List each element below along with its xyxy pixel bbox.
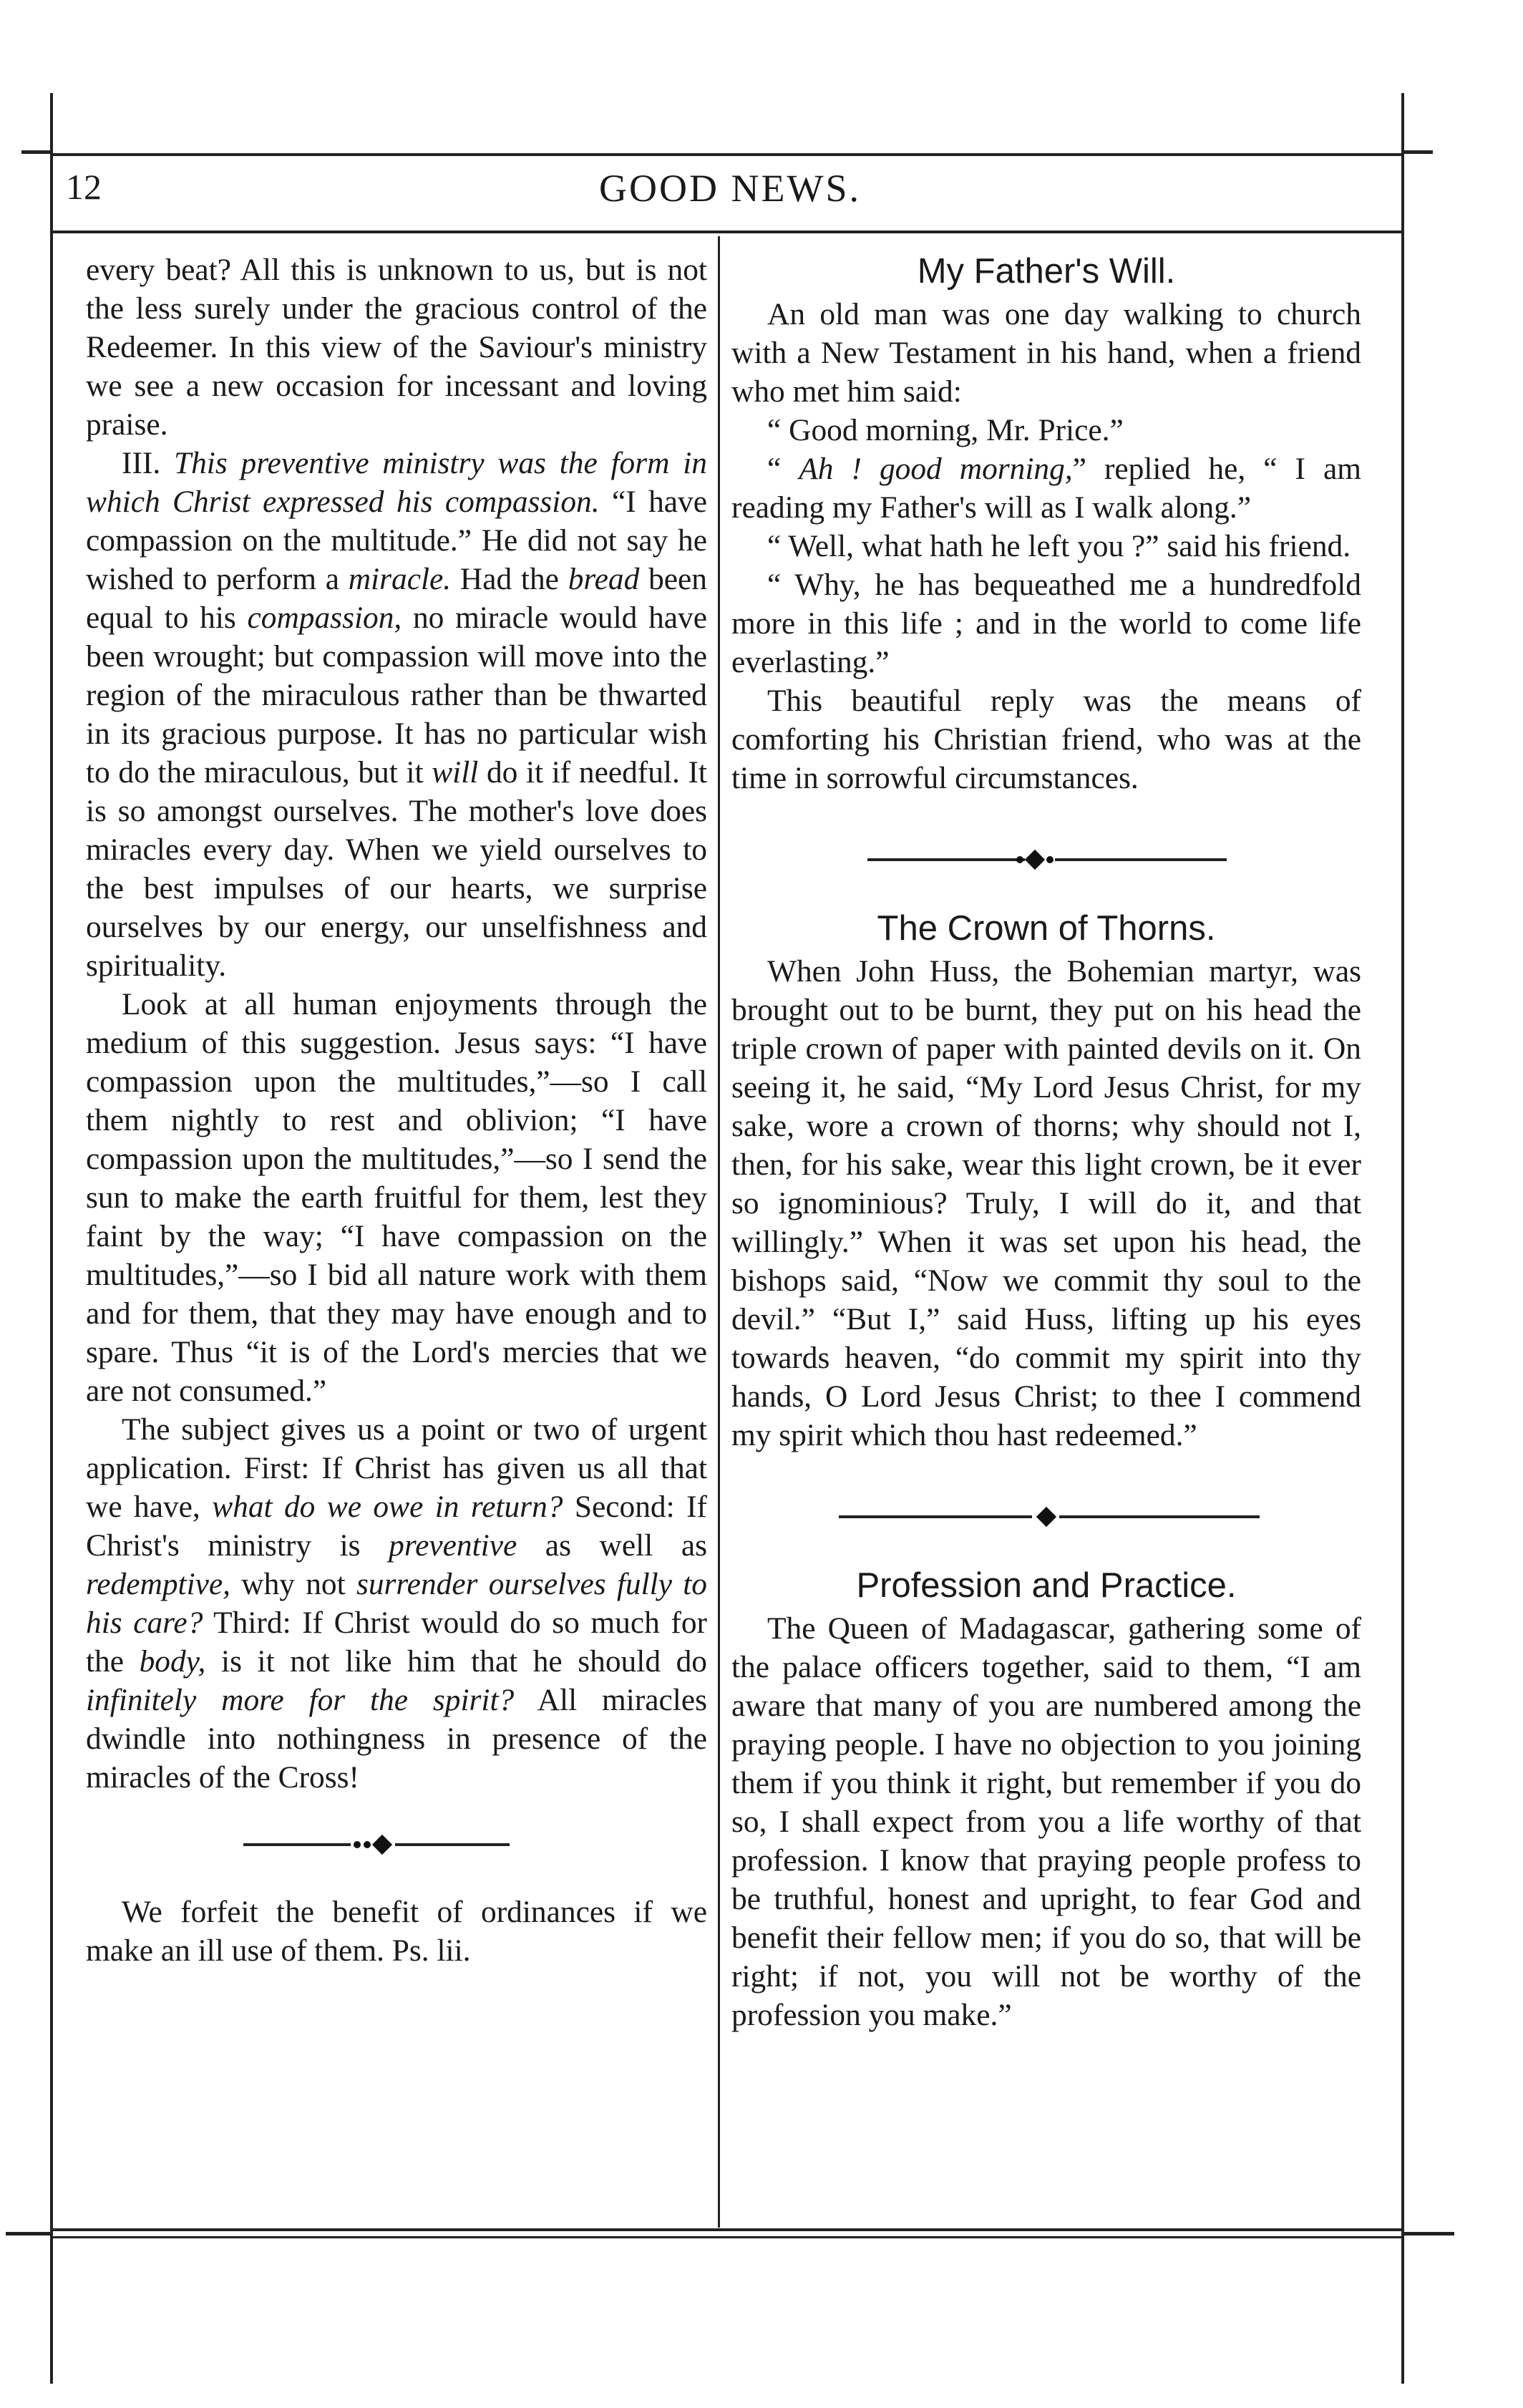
text-run: All miracles dwindle into nothingness in presence of the miracles of the Cross! — [86, 1683, 707, 1795]
right-margin-rule — [1401, 93, 1404, 2384]
text-run: “I have compassion on the multitude.” He did not say he wished to perform a — [86, 485, 707, 596]
text-run: Had the — [451, 562, 568, 596]
right-margin-tick — [1404, 150, 1433, 154]
ornament-divider — [731, 1497, 1361, 1536]
italic-text: compassion, — [247, 601, 402, 635]
left-margin-rule — [50, 93, 53, 2384]
text-run: been equal to his — [86, 562, 707, 635]
heading-crown-of-thorns: The Crown of Thorns. — [877, 909, 1216, 948]
ornament-divider — [731, 840, 1361, 879]
header-rule — [53, 230, 1401, 233]
text-run: as well as — [517, 1528, 707, 1563]
text-run: do it if needful. It is so amongst ourselves. The mother's love does miracles every day. When we yield ourselves to the best impulses of our hearts, we surprise ourselves by our energy, our unselfishness and spirituality. — [86, 755, 707, 983]
bottom-rule-2 — [53, 2236, 1401, 2238]
right-column — [731, 251, 1361, 2034]
column-divider — [718, 236, 720, 2228]
italic-text: Ah ! good morning, — [799, 452, 1073, 486]
text-run: Third: If Christ would do so much for the — [86, 1606, 707, 1679]
paragraph-application — [86, 1410, 707, 1797]
italic-text: preventive — [389, 1528, 517, 1563]
paragraph: “ Good morning, Mr. Price.” — [767, 413, 1124, 447]
heading-fathers-will: My Father's Will. — [917, 252, 1176, 291]
text-run: is it not like him that he should do — [205, 1644, 707, 1679]
paragraph-human-enjoyments: Look at all human enjoyments through the medium of this suggestion. Jesus says: “I have compassion upon the multitudes,”—so I call them nightly to rest and oblivion; “I have compassion upon the multitudes,”—so I send the sun to make the earth fruitful for them, lest they faint by the way; “I have compassion on the multitudes,”—so I bid all nature work with them and for them, that they may have enough and to spare. Thus “it is of the Lord's mercies that we are not consumed.” — [86, 987, 707, 1408]
text-run: III. — [122, 446, 174, 480]
closing-verse: We forfeit the benefit of ordinances if we make an ill use of them. Ps. lii. — [86, 1895, 707, 1968]
italic-text: miracle. — [348, 562, 452, 596]
paragraph: When John Huss, the Bohemian martyr, was brought out to be burnt, they put on his head the triple crown of paper with painted devils on it. On seeing it, he said, “My Lord Jesus Christ, for my sake, wore a crown of thorns; why should not I, then, for his sake, wear this light crown, be it ever so ignominious? Truly, I will do it, and that willingly.” When it was set upon his head, the bishops said, “Now we commit thy soul to the devil.” “But I,” said Huss, lifting up his eyes towards heaven, “do commit my spirit into thy hands, O Lord Jesus Christ; to thee I commend my spirit which thou hast redeemed.” — [731, 954, 1361, 1452]
text-run: why not — [230, 1567, 356, 1601]
italic-text: bread — [568, 562, 640, 596]
running-title: GOOD NEWS. — [599, 167, 861, 210]
top-rule — [53, 153, 1401, 156]
page-number: 12 — [66, 167, 102, 207]
text-run: no miracle would have been wrought; but compassion will move into the region of the miraculous rather than be thwarted in its gracious purpose. It has no particular wish to do the miraculous, but it — [86, 601, 707, 790]
italic-text: This preventive ministry was the form in which Christ expressed his compassion. — [86, 446, 707, 519]
italic-text: body, — [139, 1644, 206, 1679]
paragraph-preventive-ministry — [86, 444, 707, 985]
heading-profession-and-practice: Profession and Practice. — [856, 1566, 1237, 1605]
italic-text: surrender ourselves fully to his care? — [86, 1567, 707, 1640]
paragraph: “ Well, what hath he left you ?” said his friend. — [767, 529, 1351, 563]
bottom-rule-1 — [53, 2228, 1401, 2231]
italic-text: infinitely more for the spirit? — [86, 1683, 515, 1717]
italic-text: redemptive, — [86, 1567, 230, 1601]
paragraph: “ Why, he has bequeathed me a hundredfold more in this life ; and in the world to come life everlasting.” — [731, 568, 1361, 679]
text-run: ” replied he, “ I am reading my Father's will as I walk along.” — [731, 452, 1361, 525]
paragraph-continuation: every beat? All this is unknown to us, but is not the less surely under the gracious control of the Redeemer. In this view of the Saviour's ministry we see a new occasion for incessant and loving praise. — [86, 253, 707, 442]
paragraph: This beautiful reply was the means of comforting his Christian friend, who was at the time in sorrowful circumstances. — [731, 684, 1361, 795]
ornament-divider — [86, 1825, 707, 1864]
left-margin-tick — [21, 150, 50, 154]
paragraph: The Queen of Madagascar, gathering some of the palace officers together, said to them, “I am aware that many of you are numbered among the praying people. I have no objection to you joining them if you think it right, but remember if you do so, I shall expect from you a life worthy of that profession. I know that praying people profess to be truthful, honest and upright, to fear God and benefit their fellow men; if you do so, that will be right; if not, you will not be worthy of the profession you make.” — [731, 1611, 1361, 2032]
text-run: The subject gives us a point or two of urgent application. First: If Christ has given us all that we have, — [86, 1412, 707, 1524]
text-run: Second: If Christ's ministry is — [86, 1490, 707, 1563]
italic-text: will — [432, 755, 479, 790]
paragraph — [731, 450, 1361, 527]
text-run: “ — [767, 452, 799, 486]
page-header — [57, 166, 1403, 223]
paragraph: An old man was one day walking to church with a New Testament in his hand, when a friend who met him said: — [731, 297, 1361, 409]
left-column — [86, 251, 707, 1970]
italic-text: what do we owe in return? — [212, 1490, 563, 1524]
right-bottom-tick — [1404, 2232, 1454, 2235]
left-bottom-tick — [6, 2232, 50, 2235]
